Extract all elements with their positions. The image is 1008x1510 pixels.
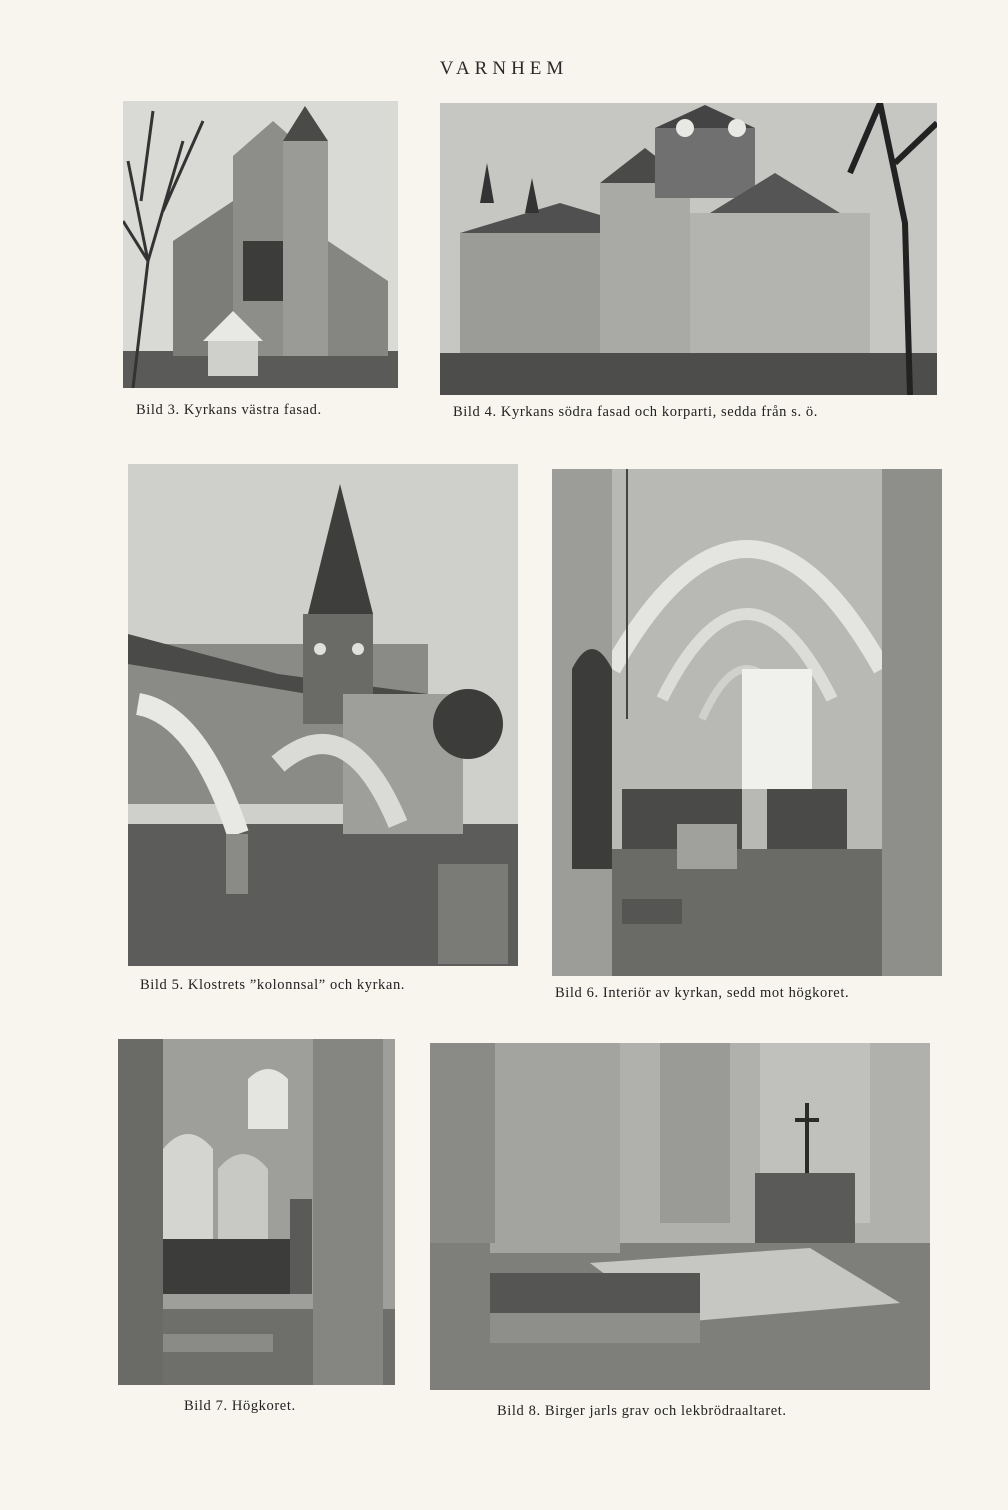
- photo-cloister: [128, 464, 518, 966]
- photo-birger-jarl-grave: [430, 1043, 930, 1390]
- caption-bild-3: Bild 3. Kyrkans västra fasad.: [136, 402, 322, 418]
- photo-interior: [552, 469, 942, 976]
- caption-bild-8: Bild 8. Birger jarls grav och lekbrödraaltaret.: [497, 1403, 787, 1419]
- caption-bild-7: Bild 7. Högkoret.: [184, 1398, 296, 1414]
- photo-west-facade: [123, 101, 398, 388]
- photo-south-facade: [440, 103, 937, 395]
- caption-bild-5: Bild 5. Klostrets ”kolonnsal” och kyrkan.: [140, 977, 406, 993]
- photo-high-choir: [118, 1039, 395, 1385]
- page-title: VARNHEM: [439, 58, 569, 79]
- caption-bild-4: Bild 4. Kyrkans södra fasad och korparti, sedda från s. ö.: [453, 404, 818, 420]
- caption-bild-6: Bild 6. Interiör av kyrkan, sedd mot högkoret.: [555, 985, 850, 1001]
